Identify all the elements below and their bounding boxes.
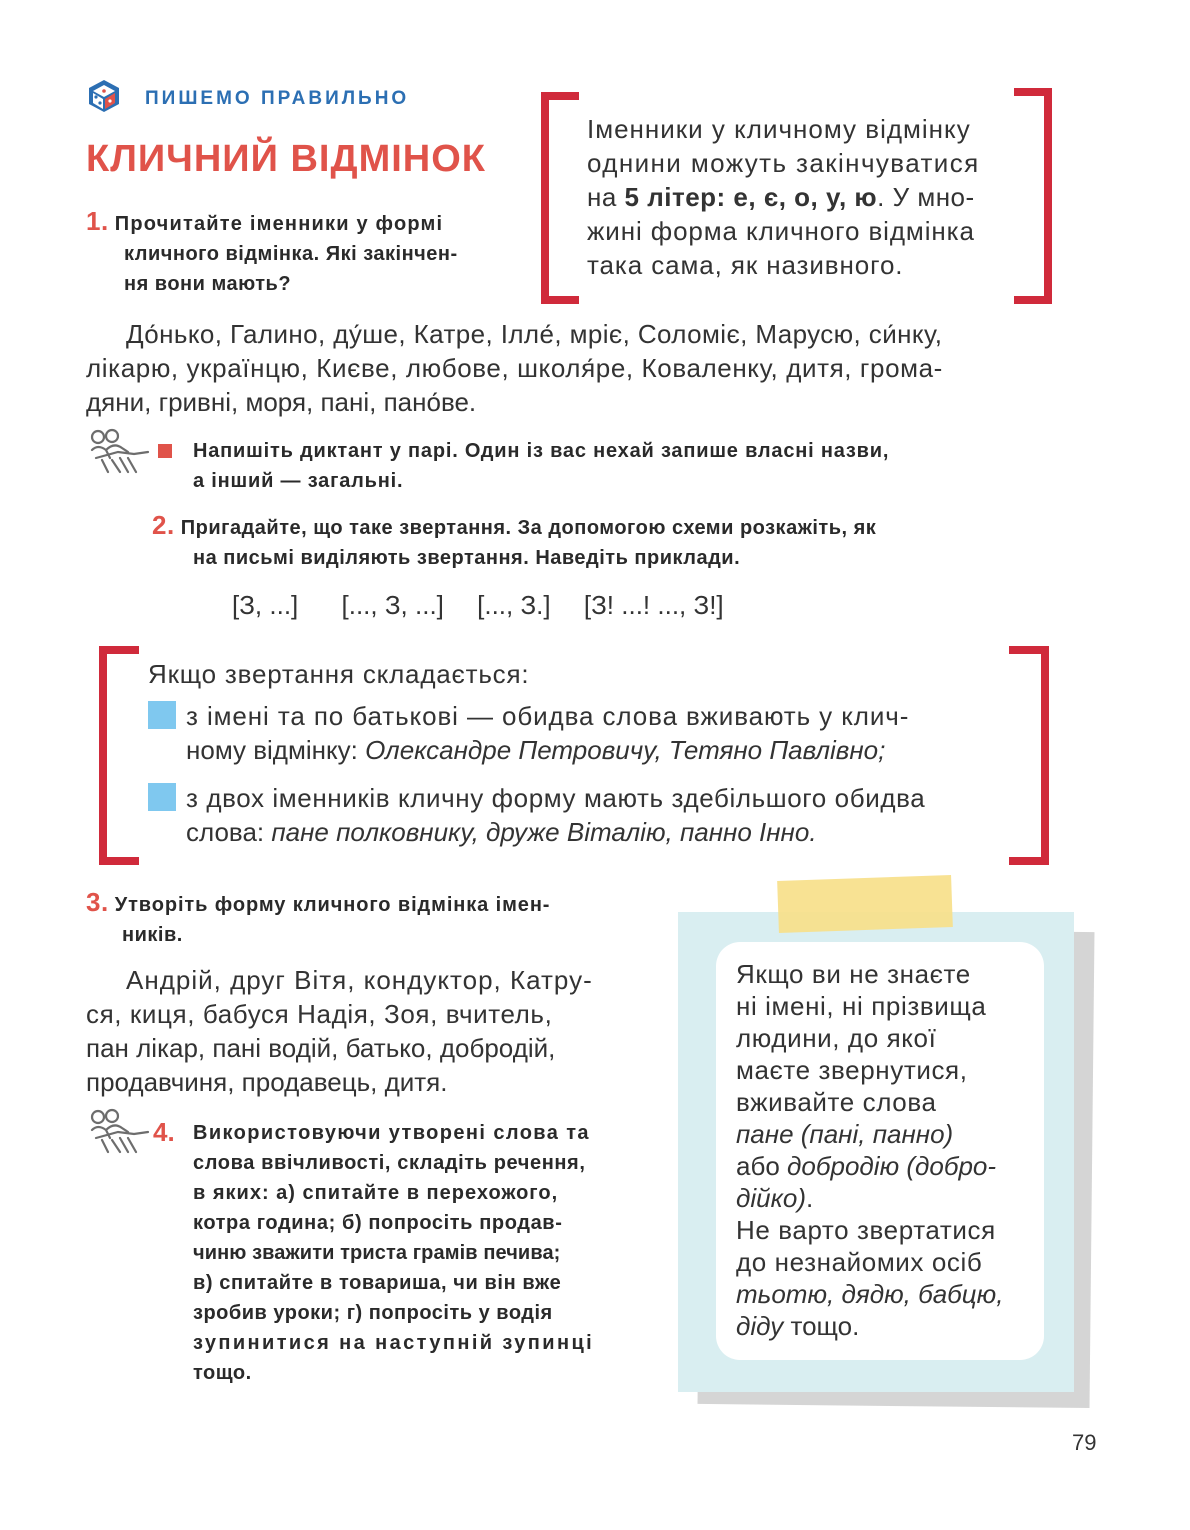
rule-box bbox=[587, 112, 1019, 282]
scheme-item: [З! ...! ..., З!] bbox=[583, 590, 724, 620]
rule-box-2: Якщо звертання складається: з імені та по батькові — обидва слова вживають у клич- ному відмінку: Олександре Петровичу, Тетяно Павлівно; з двох іменників кличну форму мають здебільшого обидва слова: пане полковнику, друже Віталію, панно Інно. bbox=[148, 657, 1008, 849]
rule-text: однини можуть закінчуватися bbox=[587, 148, 980, 178]
dice-icon bbox=[86, 78, 122, 114]
bracket-left bbox=[541, 92, 579, 304]
rule-text: жині форма кличного відмінка bbox=[587, 216, 975, 246]
red-square-bullet bbox=[158, 444, 172, 458]
task-2: 2. Пригадайте, що таке звертання. За допомогою схеми розкажіть, як на письмі виділяють звертання. Наведіть приклади. bbox=[152, 510, 877, 569]
rule-text: на 5 літер: е, є, о, у, ю. У мно- bbox=[587, 182, 975, 212]
pair-work-icon bbox=[88, 1108, 152, 1158]
task-3: 3. Утворіть форму кличного відмінка імен- ників. bbox=[86, 887, 551, 946]
scheme-item: [..., З.] bbox=[477, 590, 551, 620]
scheme-list bbox=[232, 590, 724, 621]
task-number: 3. bbox=[86, 887, 109, 917]
task-text: кличного відмінка. Які закінчен- bbox=[124, 243, 458, 265]
task-number: 4. bbox=[153, 1117, 175, 1147]
bracket-left bbox=[99, 646, 139, 865]
bullet-square bbox=[148, 783, 176, 811]
rule-text: Іменники у кличному відмінку bbox=[587, 114, 971, 144]
bullet-square bbox=[148, 701, 176, 729]
tape bbox=[777, 875, 953, 933]
rule-text: така сама, як називного. bbox=[587, 250, 904, 280]
section-label: ПИШЕМО ПРАВИЛЬНО bbox=[145, 88, 410, 109]
note-text: Якщо ви не знаєте ні імені, ні прізвища людини, до якої маєте звернутися, вживайте слова пане (пані, панно) або добродію (добро- дійко). Не варто звертатися до незнайомих осіб тьотю, дядю, бабцю, діду тощо. bbox=[736, 959, 1004, 1341]
page-number: 79 bbox=[1072, 1430, 1097, 1455]
task-number: 1. bbox=[86, 206, 109, 236]
pair-work-icon bbox=[88, 428, 152, 478]
bracket-right bbox=[1009, 646, 1049, 865]
rule-item: з імені та по батькові — обидва слова вживають у клич- ному відмінку: Олександре Петровичу, Тетяно Павлівно; bbox=[148, 699, 1008, 767]
task-number: 2. bbox=[152, 510, 175, 540]
scheme-item: [..., З, ...] bbox=[341, 590, 444, 620]
rule-item: з двох іменників кличну форму мають здебільшого обидва слова: пане полковнику, друже Віталію, панно Інно. bbox=[148, 781, 1008, 849]
pair-task: Напишіть диктант у парі. Один із вас нехай запише власні назви, а інший — загальні. bbox=[193, 440, 890, 492]
bracket-right bbox=[1014, 88, 1052, 304]
task-1 bbox=[86, 206, 516, 299]
task-text: ня вони мають? bbox=[124, 273, 292, 295]
task-4: Використовуючи утворені слова та слова ввічливості, складіть речення, в яких: а) спитайте в перехожого, котра година; б) попросіть продав- чиню зважити триста грамів печива; в) спитайте в товариша, чи він вже зробив уроки; г) попросіть у водія зупинитися на наступній зупинці тощо. bbox=[193, 1122, 595, 1384]
page-title: КЛИЧНИЙ ВІДМІНОК bbox=[86, 138, 486, 180]
task-text: Прочитайте іменники у формі bbox=[114, 213, 444, 235]
word-list-3: Андрій, друг Вітя, кондуктор, Катру- ся, киця, бабуся Надія, Зоя, вчитель, пан лікар, пані водій, батько, добродій, продавчиня, продавець, дитя. bbox=[86, 965, 593, 1097]
scheme-item: [З, ...] bbox=[232, 590, 299, 620]
word-list-1: До́нько, Галино, ду́ше, Катре, Ілле́, мріє, Соломіє, Марусю, си́нку, лікарю, українцю, Києве, любове, школя́ре, Коваленку, дитя, грома- дяни, гривні, моря, пані, пано́ве. bbox=[86, 319, 943, 417]
